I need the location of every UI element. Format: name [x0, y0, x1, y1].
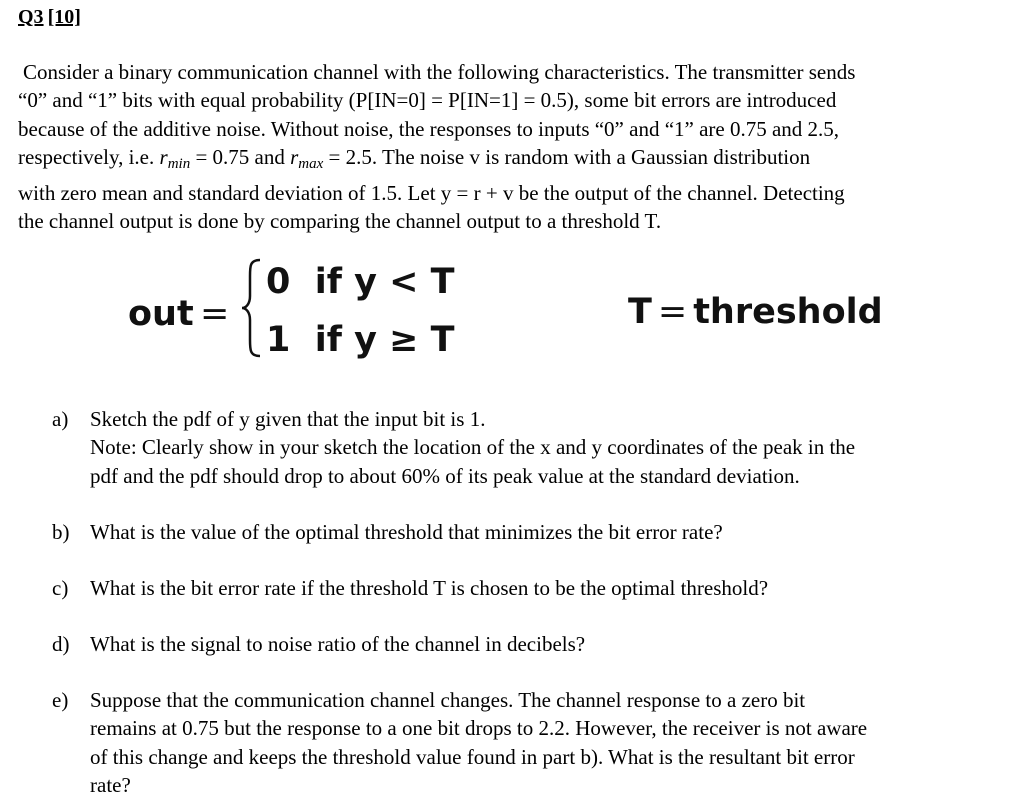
question-marks: [10] [47, 6, 81, 28]
question-text: Sketch the pdf of y given that the input bit is 1. [90, 407, 486, 431]
threshold-definition: T = threshold [628, 292, 883, 332]
intro-text: = 0.75 and [190, 145, 291, 170]
question-text: Suppose that the communication channel changes. The channel response to a zero bit [90, 688, 806, 712]
question-text: of this change and keeps the threshold value found in part b). What is the resultant bit error [90, 744, 855, 769]
formula-case-zero: 0 if y < T [266, 262, 455, 302]
formula-equals: = [200, 294, 230, 334]
intro-line: the channel output is done by comparing the channel output to a threshold T. [18, 209, 662, 234]
question-text: rate? [90, 773, 131, 798]
part-label: e) [52, 688, 69, 712]
question-text: pdf and the pdf should drop to about 60% of its peak value at the standard deviation. [90, 463, 800, 488]
rmax-symbol: $r_{max}$ [290, 145, 324, 173]
part-label: a) [52, 407, 69, 431]
question-text: What is the bit error rate if the threshold T is chosen to be the optimal threshold? [90, 576, 769, 600]
part-label: b) [52, 520, 70, 544]
intro-line: Consider a binary communication channel with the following characteristics. The transmitter sends [23, 60, 856, 84]
intro-line-with-symbols [18, 143, 1008, 178]
question-text: remains at 0.75 but the response to a one bit drops to 2.2. However, the receiver is not aware [90, 716, 868, 741]
intro-line: with zero mean and standard deviation of 1.5. Let y = r + v be the output of the channel. Detecting [18, 180, 845, 205]
question-heading [18, 6, 85, 29]
intro-text: = 2.5. The noise v is random with a Gaussian distribution [323, 145, 811, 170]
part-label: c) [52, 576, 69, 600]
intro-text: respectively, i.e. [18, 145, 160, 170]
intro-line: “0” and “1” bits with equal probability (P[IN=0] = P[IN=1] = 0.5), some bit errors are introduced [18, 88, 837, 113]
question-number: Q3 [18, 6, 44, 28]
rmin-symbol: $r_{min}$ [159, 145, 191, 173]
question-text: What is the value of the optimal threshold that minimizes the bit error rate? [90, 520, 723, 544]
decision-rule-formula [0, 250, 1024, 370]
formula-case-one: 1 if y ≥ T [266, 320, 455, 360]
question-text: What is the signal to noise ratio of the channel in decibels? [90, 632, 586, 656]
question-text: Note: Clearly show in your sketch the location of the x and y coordinates of the peak in the [90, 435, 856, 460]
formula-output-symbol: out [128, 294, 194, 334]
intro-line: because of the additive noise. Without noise, the responses to inputs “0” and “1” are 0.75 and 2.5, [18, 116, 840, 141]
problem-statement [18, 58, 1008, 235]
left-brace-icon [240, 258, 262, 358]
part-label: d) [52, 632, 70, 656]
